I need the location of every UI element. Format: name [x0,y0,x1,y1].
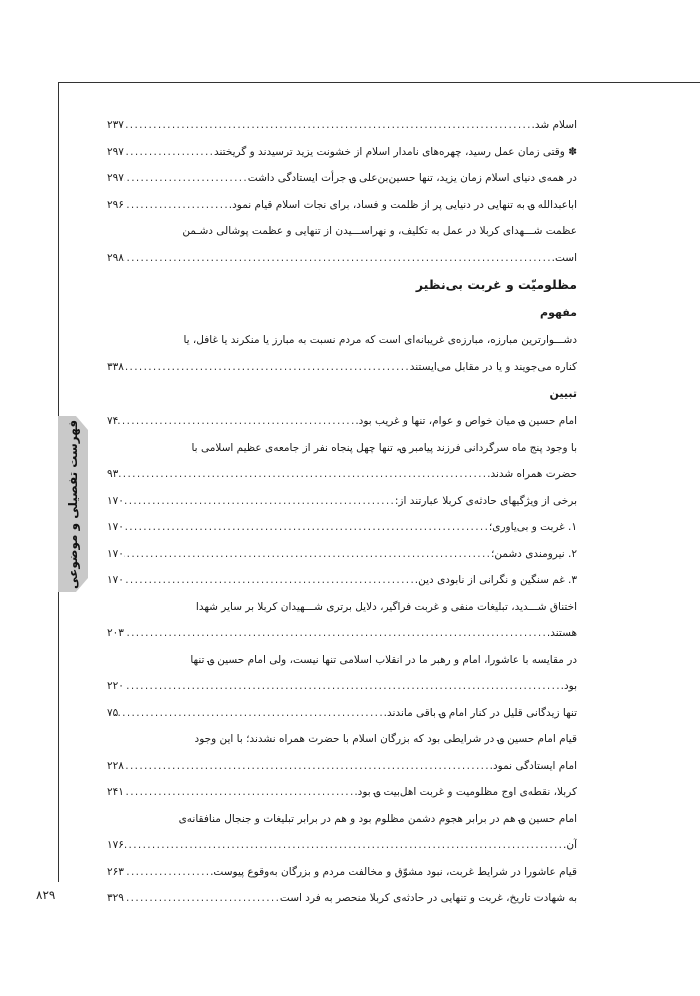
subsection-heading: مفهوم [540,306,577,319]
entry-text: بود. [560,680,577,692]
entry-line [107,567,577,594]
page-reference: ۲۰۳ [107,627,124,639]
dot-leader [118,700,383,727]
dot-leader [124,488,395,515]
entry-line [107,435,577,462]
entry-text: حضرت همراه شدند. [487,468,577,480]
page-reference: ۷۴ [107,415,119,427]
page-reference: ۱۷۰ [107,574,124,586]
entry-text: به شهادت تاریخ، غربت و تنهایی در حادثه‌ی کربلا منحصر به فرد است [279,892,577,904]
entry-text: اباعبدالله ؈ به تنهایی در دنیایی پر از ظلمت و فساد، برای نجات اسلام قیام نمود. [228,198,577,211]
entry-line [107,620,577,647]
entry-line [107,488,577,515]
entry-text: هستند. [546,627,577,639]
dot-leader [118,408,355,435]
entry-text: امام حسین ؈ هم در برابر هجوم دشمن مظلوم بود و هم در برابر تبلیغات و جنجال منافقانه‌ی [178,812,577,825]
index-entry [107,859,577,886]
page-reference: ۲۳۷ [107,119,124,131]
entry-text: ✽ وقتی زمان عمل رسید، چهره‌های نامدار اسلام از خشونت یزید ترسیدند و گریختند [213,145,577,158]
entry-line [107,218,577,245]
index-entry [107,779,577,806]
entry-text: دشـــوارترین مبارزه، مبارزه‌ی غریبانه‌ای است که مردم نسبت به مبارز یا منکرند یا غافل، یا [183,334,577,346]
entry-text: تنها زیدگانی قلیل در کنار امام ؈ باقی ماندند. [383,706,577,719]
entry-text: با وجود پنج ماه سرگردانی فرزند پیامبر ؈، تنها چهل پنجاه نفر از جامعه‌ی عظیم اسلامی با [191,441,577,454]
index-entry [107,139,577,166]
index-entry [107,541,577,568]
side-tab-label: فهرست تفصیلی و موضوعی [66,419,80,589]
index-entry [107,435,577,488]
entry-line [107,112,577,139]
entry-line [107,327,577,354]
index-entry [107,165,577,192]
entry-line [107,514,577,541]
entry-line [107,832,577,859]
entry-text: در مقایسه با عاشورا، امام و رهبر ما در انقلاب اسلامی تنها نیست، ولی امام حسین ؈ تنها [190,653,577,666]
index-entry [107,514,577,541]
entry-line [107,541,577,568]
page-reference: ۲۹۷ [107,172,124,184]
dot-leader [124,779,354,806]
page-reference: ۱۷۰ [107,494,124,507]
entry-line [107,165,577,192]
entry-text: ۳. غم سنگین و نگرانی از نابودی دین. [414,574,577,586]
entry-text: قیام عاشورا در شرایط غربت، نبود مشوّق و مخالفت مردم و بزرگان به‌وقوع پیوست. [210,865,577,878]
entry-line [107,700,577,727]
dot-leader [124,245,552,272]
dot-leader [118,461,487,488]
index-entry [107,327,577,380]
entry-line [107,726,577,753]
page-frame-top-rule [58,82,700,83]
entry-text: کربلا، نقطه‌ی اوج مظلومیت و غربت اهل‌بیت ؈ بود. [354,786,577,798]
entry-line [107,647,577,674]
entry-text: امام حسین ؈ میان خواص و عوام، تنها و غریب بود. [355,415,577,427]
page-reference: ۲۹۸ [107,251,124,264]
page-reference: ۲۶۳ [107,865,124,878]
entry-line [107,753,577,780]
dot-leader [124,541,491,568]
entry-line [107,594,577,621]
index-entry [107,567,577,594]
index-entry [107,218,577,271]
entry-text: است. [551,251,577,264]
entry-line [107,859,577,886]
entry-text: قیام امام حسین ؈ در شرایطی بود که بزرگان اسلام با حضرت همراه نشدند؛ با این وجود [194,733,577,745]
dot-leader [124,885,280,912]
index-entry [107,594,577,647]
entry-line [107,779,577,806]
entry-line [107,408,577,435]
entry-line [107,673,577,700]
entry-line [107,806,577,833]
page-reference: ۹۳ [107,468,119,480]
subsection-heading: تبیین [549,387,577,400]
entry-text: اختناق شـــدید، تبلیغات منفی و غربت فراگیر، دلایل برتری شـــهیدان کربلا بر سایر شهدا [195,600,577,613]
dot-leader [124,354,410,381]
index-entry [107,192,577,219]
index-entry [107,647,577,700]
section-heading: مظلومیّت و غربت بی‌نظیر [415,277,577,292]
dot-leader [124,139,214,166]
index-content [107,112,577,912]
page-reference: ۲۲۸ [107,759,124,772]
dot-leader [124,832,563,859]
entry-line [107,461,577,488]
dot-leader [124,673,561,700]
entry-text: کناره می‌جویند و یا در مقابل می‌ایستند [409,360,577,373]
entry-line [107,139,577,166]
page-reference: ۲۲۰ [107,680,124,692]
page-reference: ۳۲۹ [107,892,124,904]
index-entry [107,408,577,435]
entry-text: برخی از ویژگیهای حادثه‌ی کربلا عبارتند از: [394,494,577,507]
dot-leader [124,567,415,594]
entry-text: آن. [563,839,577,851]
page-reference: ۱۷۰ [107,521,124,533]
page-reference: ۳۳۸ [107,360,124,373]
dot-leader [124,112,532,139]
page-reference: ۲۹۷ [107,145,124,158]
entry-line [107,192,577,219]
entry-line [107,885,577,912]
entry-text: ۲. نیرومندی دشمن؛ [490,547,577,560]
entry-line [107,354,577,381]
page-reference: ۱۷۰ [107,547,124,560]
dot-leader [124,753,490,780]
page-reference: ۷۵ [107,706,119,719]
dot-leader [124,165,248,192]
dot-leader [124,859,210,886]
page-number: ۸۲۹ [36,888,56,902]
entry-text: عظمت شـــهدای کربلا در عمل به تکلیف، و نهراســـیدن از تنهایی و عظمت پوشالی دشـمن [182,225,577,237]
entry-text: در همه‌ی دنیای اسلام زمان یزید، تنها حسین‌بن‌علی ؈ جرأت ایستادگی داشت [247,172,577,184]
entry-line [107,245,577,272]
dot-leader [124,620,547,647]
index-entry [107,488,577,515]
dot-leader [124,514,489,541]
page-reference: ۱۷۶ [107,839,124,851]
entry-text: ۱. غربت و بی‌یاوری؛ [488,521,577,533]
entry-text: اسلام شد. [531,119,577,131]
page-reference: ۲۹۶ [107,198,124,211]
index-entry [107,700,577,727]
entry-text: امام ایستادگی نمود. [489,759,577,772]
page-reference: ۲۴۱ [107,786,124,798]
index-entry [107,112,577,139]
index-entry [107,806,577,859]
index-entry [107,885,577,912]
dot-leader [124,192,229,219]
index-entry [107,726,577,779]
